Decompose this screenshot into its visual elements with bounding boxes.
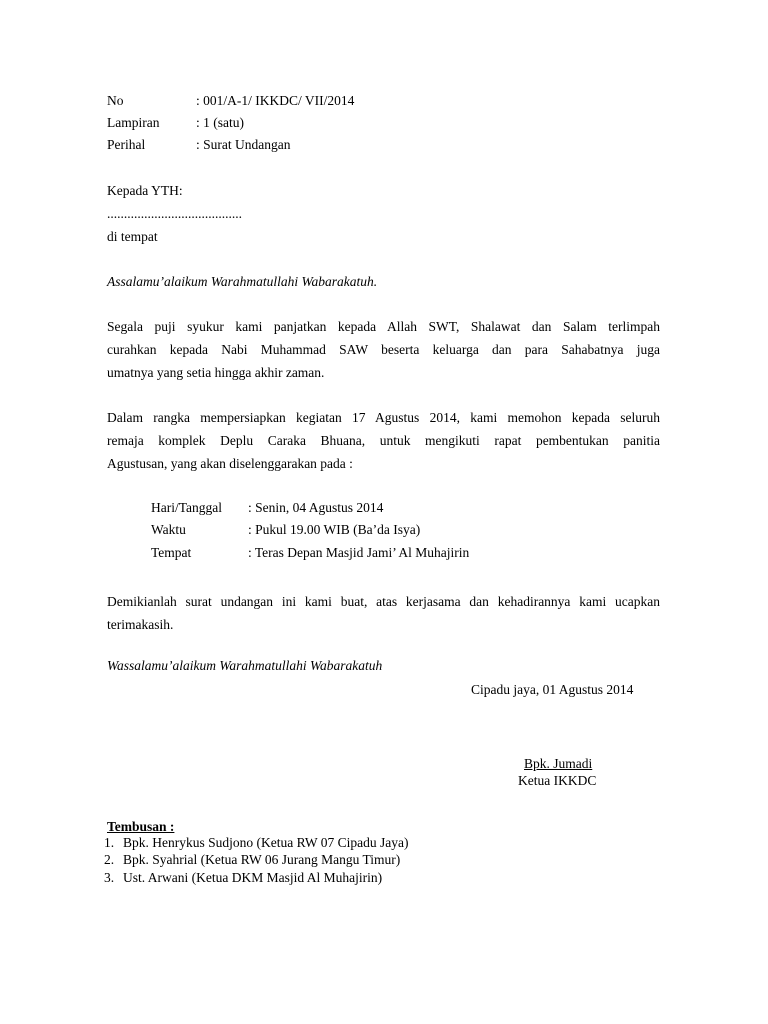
recipient-place: di tempat <box>107 229 158 244</box>
cc-item-number: 1. <box>104 835 115 850</box>
cc-item-number: 2. <box>104 852 115 867</box>
cc-item-text: Bpk. Henrykus Sudjono (Ketua RW 07 Cipadu Jaya) <box>123 835 409 850</box>
meta-lampiran-label: Lampiran <box>107 115 160 130</box>
cc-item-text: Bpk. Syahrial (Ketua RW 06 Jurang Mangu Timur) <box>123 852 401 867</box>
detail-date-label: Hari/Tanggal <box>151 500 223 515</box>
greeting: Assalamu’alaikum Warahmatullahi Wabarakatuh. <box>107 274 378 289</box>
meta-perihal-label: Perihal <box>107 137 146 152</box>
signatory-name: Bpk. Jumadi <box>524 756 593 771</box>
meta-perihal-value: : Surat Undangan <box>196 137 291 152</box>
farewell: Wassalamu’alaikum Warahmatullahi Wabarakatuh <box>107 658 383 673</box>
meta-lampiran-value: : 1 (satu) <box>196 115 244 130</box>
signatory-title: Ketua IKKDC <box>518 773 597 788</box>
cc-item-number: 3. <box>104 870 115 885</box>
place-date: Cipadu jaya, 01 Agustus 2014 <box>471 682 634 697</box>
paragraph2-line2: remaja komplek Deplu Caraka Bhuana, untuk mengikuti rapat pembentukan panitia <box>107 433 660 448</box>
detail-date-value: : Senin, 04 Agustus 2014 <box>248 500 384 515</box>
detail-time-value: : Pukul 19.00 WIB (Ba’da Isya) <box>248 522 421 537</box>
detail-time-label: Waktu <box>151 522 186 537</box>
paragraph2-line3: Agustusan, yang akan diselenggarakan pada : <box>107 456 353 471</box>
closing-line2: terimakasih. <box>107 617 174 632</box>
cc-heading: Tembusan : <box>107 819 175 834</box>
meta-no-label: No <box>107 93 124 108</box>
paragraph1-line1: Segala puji syukur kami panjatkan kepada Allah SWT, Shalawat dan Salam terlimpah <box>107 319 660 334</box>
closing-line1: Demikianlah surat undangan ini kami buat, atas kerjasama dan kehadirannya kami ucapkan <box>107 594 660 609</box>
recipient-blank: ........................................ <box>107 206 242 221</box>
paragraph1-line2: curahkan kepada Nabi Muhammad SAW beserta keluarga dan para Sahabatnya juga <box>107 342 660 357</box>
recipient-to: Kepada YTH: <box>107 183 183 198</box>
paragraph2-line1: Dalam rangka mempersiapkan kegiatan 17 Agustus 2014, kami memohon kepada seluruh <box>107 410 660 425</box>
cc-item-text: Ust. Arwani (Ketua DKM Masjid Al Muhajirin) <box>123 870 383 885</box>
paragraph1-line3: umatnya yang setia hingga akhir zaman. <box>107 365 325 380</box>
detail-place-label: Tempat <box>151 545 192 560</box>
meta-no-value: : 001/A-1/ IKKDC/ VII/2014 <box>196 93 355 108</box>
detail-place-value: : Teras Depan Masjid Jami’ Al Muhajirin <box>248 545 470 560</box>
